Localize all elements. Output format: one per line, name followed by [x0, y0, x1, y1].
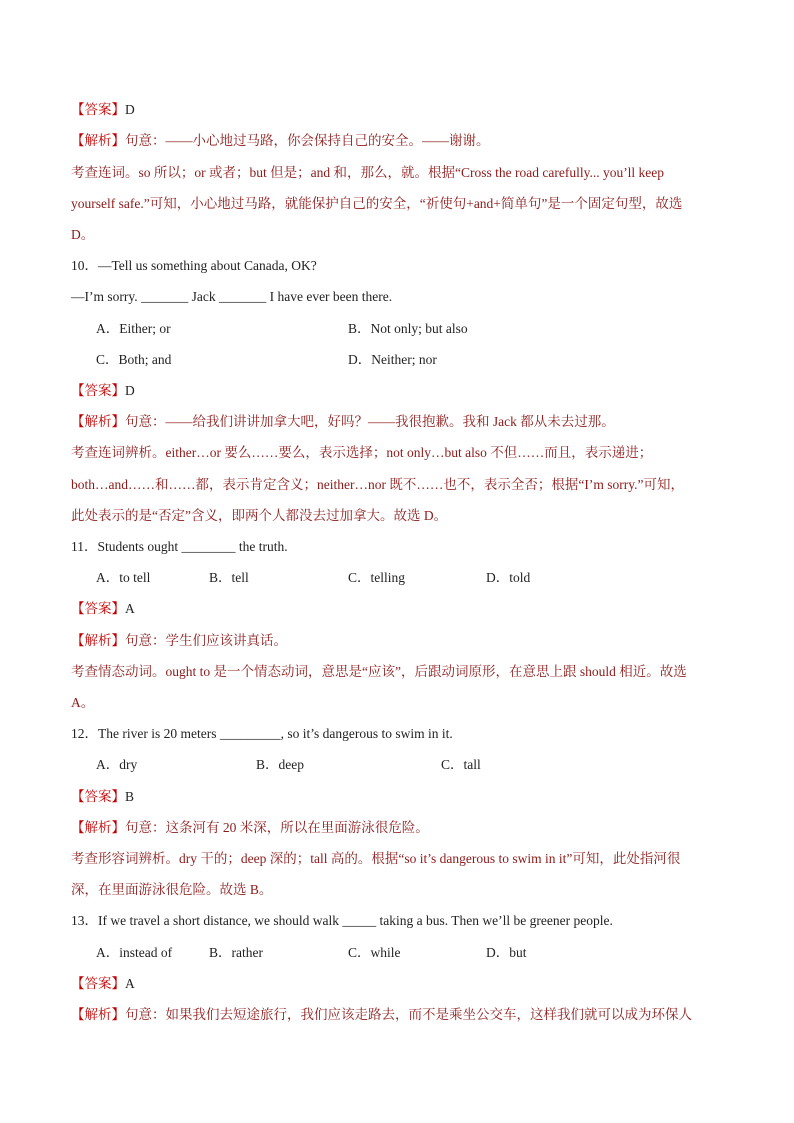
q9-explain-2: yourself safe.”可知，小心地过马路，就能保护自己的安全，“祈使句+and+简单句”是一个固定句型，故选	[71, 196, 683, 211]
analysis-label: 【解析】	[71, 414, 125, 429]
q10-stem-1: 10．—Tell us something about Canada, OK?	[71, 258, 317, 273]
q9-analysis	[71, 131, 490, 151]
q13-option-d: D．but	[486, 945, 527, 960]
answer-value: D	[125, 102, 135, 117]
q12-option-b: B．deep	[256, 757, 304, 772]
analysis-text: 句意：——小心地过马路，你会保持自己的安全。——谢谢。	[125, 133, 490, 148]
q11-answer	[71, 599, 135, 619]
answer-label: 【答案】	[71, 789, 125, 804]
q11-explain-1: 考查情态动词。ought to 是一个情态动词，意思是“应该”，后跟动词原形，在意思上跟 should 相近。故选	[71, 664, 687, 679]
analysis-text: 句意：学生们应该讲真话。	[125, 633, 287, 648]
q10-option-c: C．Both; and	[96, 352, 172, 367]
analysis-label: 【解析】	[71, 633, 125, 648]
analysis-label: 【解析】	[71, 133, 125, 148]
q10-option-b: B．Not only; but also	[348, 321, 468, 336]
q9-explain-3: D。	[71, 227, 95, 242]
answer-value: A	[125, 601, 135, 616]
q13-option-b: B．rather	[209, 945, 263, 960]
q10-analysis	[71, 412, 615, 432]
q12-option-c: C．tall	[441, 757, 481, 772]
q12-option-a: A．dry	[96, 757, 138, 772]
analysis-text: 句意：——给我们讲讲加拿大吧，好吗？——我很抱歉。我和 Jack 都从未去过那。	[125, 414, 615, 429]
q10-stem-2: —I’m sorry. _______ Jack _______ I have ever been there.	[71, 289, 393, 304]
q12-explain-2: 深，在里面游泳很危险。故选 B。	[71, 882, 273, 897]
analysis-label: 【解析】	[71, 1007, 125, 1022]
analysis-text: 句意：这条河有 20 米深，所以在里面游泳很危险。	[125, 820, 429, 835]
q10-option-d: D．Neither; nor	[348, 352, 437, 367]
answer-label: 【答案】	[71, 976, 125, 991]
q12-stem-1: 12．The river is 20 meters _________, so it’s dangerous to swim in it.	[71, 726, 453, 741]
q10-explain-3: 此处表示的是“否定”含义，即两个人都没去过加拿大。故选 D。	[71, 508, 448, 523]
q13-analysis	[71, 1005, 692, 1025]
q11-option-d: D．told	[486, 570, 531, 585]
answer-label: 【答案】	[71, 383, 125, 398]
q10-option-a: A．Either; or	[96, 321, 171, 336]
q11-option-c: C．telling	[348, 570, 405, 585]
q10-explain-1: 考查连词辨析。either…or 要么……要么，表示选择；not only…but also 不但……而且，表示递进；	[71, 445, 653, 460]
answer-label: 【答案】	[71, 601, 125, 616]
q11-option-a: A．to tell	[96, 570, 151, 585]
q9-answer	[71, 100, 135, 120]
q12-analysis	[71, 818, 429, 838]
q10-explain-2: both…and……和……都，表示肯定含义；neither…nor 既不……也不，表示全否；根据“I’m sorry.”可知，	[71, 477, 684, 492]
q13-answer	[71, 974, 135, 994]
answer-label: 【答案】	[71, 102, 125, 117]
answer-value: D	[125, 383, 135, 398]
q10-answer	[71, 381, 135, 401]
q9-explain-1: 考查连词。so 所以；or 或者；but 但是；and 和，那么，就。根据“Cross the road carefully... you’ll keep	[71, 165, 665, 180]
q11-explain-2: A。	[71, 695, 95, 710]
q12-answer	[71, 787, 134, 807]
answer-value: B	[125, 789, 135, 804]
q13-option-a: A．instead of	[96, 945, 173, 960]
analysis-label: 【解析】	[71, 820, 125, 835]
q11-option-b: B．tell	[209, 570, 249, 585]
q13-stem-1: 13．If we travel a short distance, we should walk _____ taking a bus. Then we’ll be greener people.	[71, 913, 613, 928]
q11-analysis	[71, 631, 287, 651]
q13-option-c: C．while	[348, 945, 401, 960]
analysis-text: 句意：如果我们去短途旅行，我们应该走路去，而不是乘坐公交车，这样我们就可以成为环保人	[125, 1007, 692, 1022]
q12-explain-1: 考查形容词辨析。dry 干的；deep 深的；tall 高的。根据“so it’s dangerous to swim in it”可知，此处指河很	[71, 851, 681, 866]
answer-value: A	[125, 976, 135, 991]
q11-stem-1: 11．Students ought ________ the truth.	[71, 539, 288, 554]
